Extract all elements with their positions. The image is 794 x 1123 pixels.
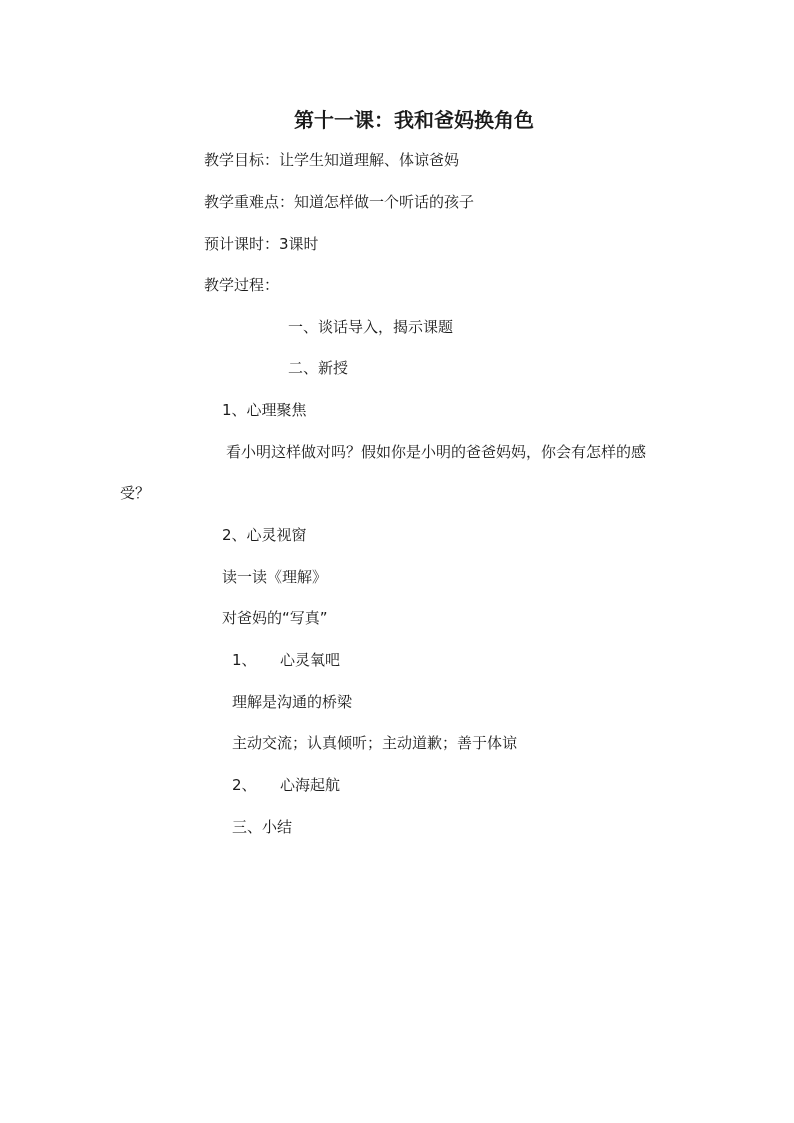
teaching-goal: 教学目标：让学生知道理解、体谅爸妈 <box>204 151 460 169</box>
step-two-new-lesson: 二、新授 <box>288 359 349 377</box>
step-one-intro: 一、谈话导入，揭示课题 <box>288 318 454 336</box>
read-understanding: 读一读《理解》 <box>222 568 328 586</box>
estimated-hours: 预计课时：3课时 <box>204 235 319 253</box>
question-line-1: 看小明这样做对吗？假如你是小明的爸爸妈妈，你会有怎样的感 <box>226 443 647 461</box>
item-one-soul-oxygen-bar: 心灵氧吧 <box>280 651 341 669</box>
item-two-heart-sea-sail: 心海起航 <box>280 776 341 794</box>
item-one-number: 1、 <box>232 651 257 669</box>
step-three-summary: 三、小结 <box>232 818 293 836</box>
question-line-2: 受？ <box>120 484 151 502</box>
parents-portrait: 对爸妈的“写真” <box>222 609 328 627</box>
key-difficult-points: 教学重难点：知道怎样做一个听话的孩子 <box>204 193 475 211</box>
teaching-process-heading: 教学过程： <box>204 276 280 294</box>
lesson-title: 第十一课：我和爸妈换角色 <box>294 108 534 132</box>
communication-actions: 主动交流；认真倾听；主动道歉；善于体谅 <box>232 734 518 752</box>
item-two-number: 2、 <box>232 776 257 794</box>
understanding-bridge: 理解是沟通的桥梁 <box>232 693 353 711</box>
sub-item-psychology-focus: 1、心理聚焦 <box>222 401 307 419</box>
sub-item-soul-window: 2、心灵视窗 <box>222 526 307 544</box>
